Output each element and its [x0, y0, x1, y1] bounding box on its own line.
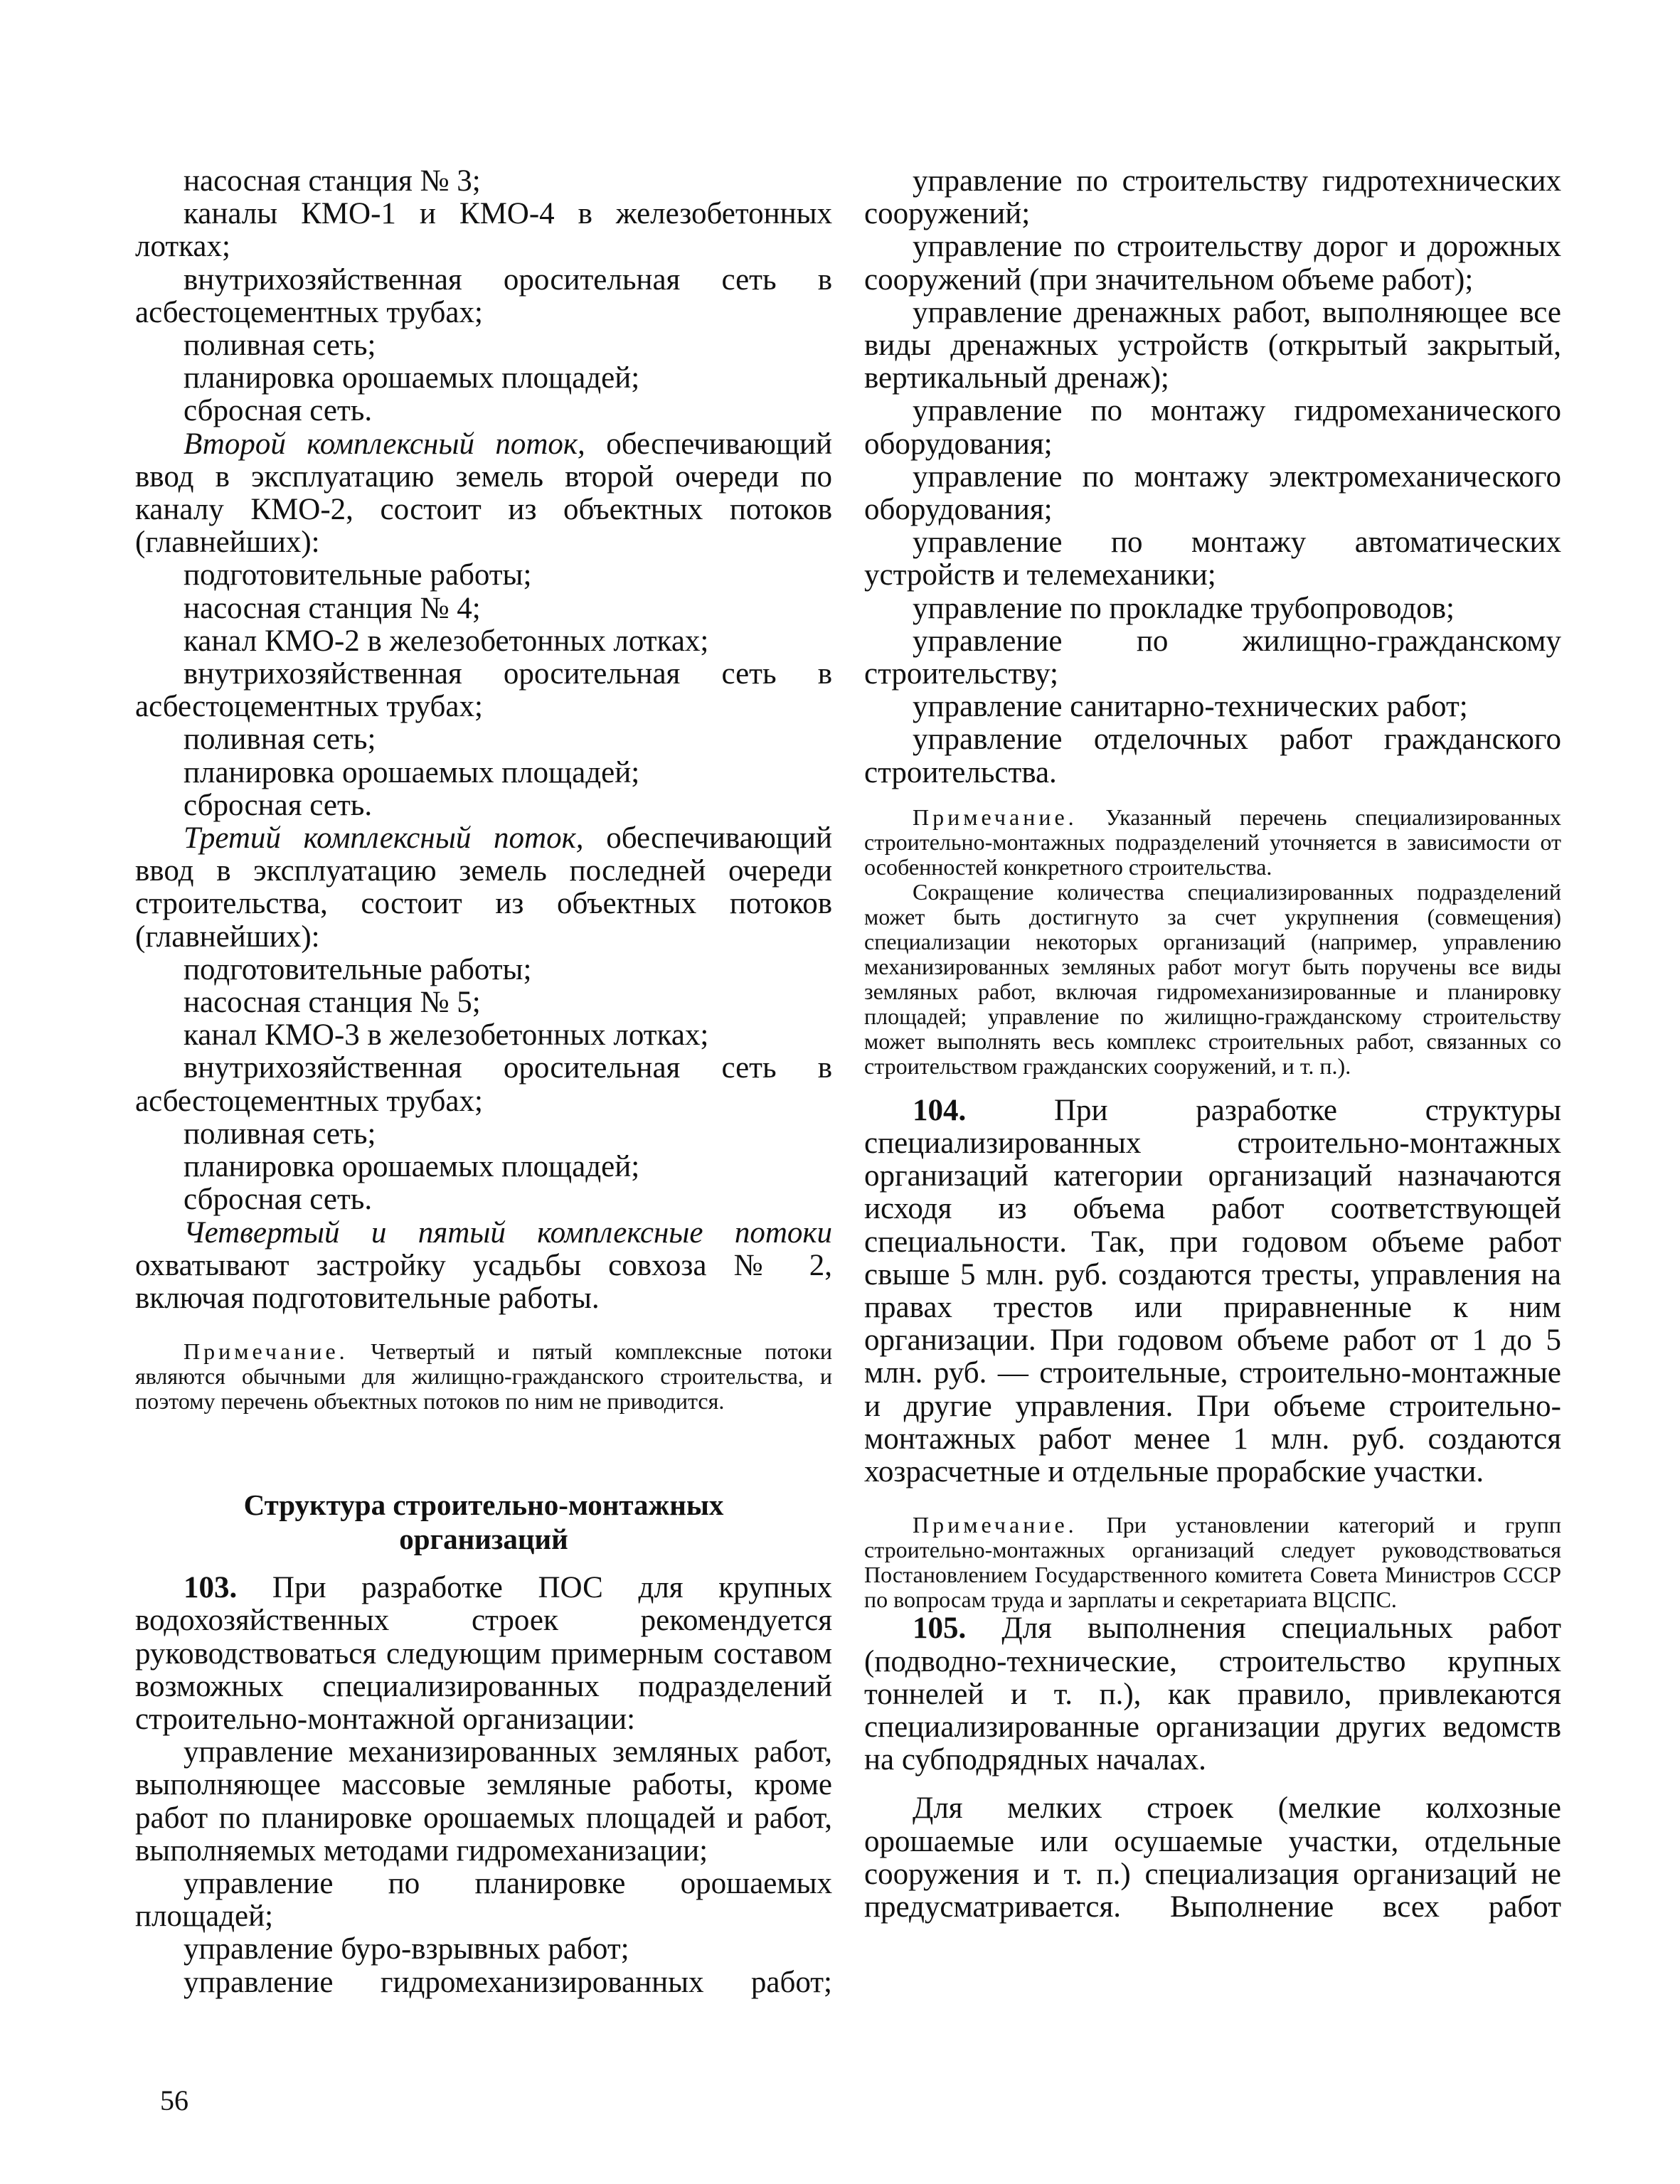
flow-3-title: Третий комплексный поток, — [184, 821, 584, 856]
list-item: подготовительные работы; — [184, 558, 532, 592]
flow-4-5-paragraph — [135, 1217, 832, 1316]
section-title — [135, 1488, 832, 1556]
list-item: внутрихозяйственная оросительная сеть в асбестоцементных трубах; — [135, 1051, 832, 1118]
paragraph-number: 104. — [913, 1093, 967, 1127]
note-text: Четвертый и пятый комплексные потоки являются обычными для жилищно-гражданского строительства, и поэтому перечень объектных потоков по ним не приводится. — [135, 1338, 832, 1415]
note-1 — [135, 1339, 832, 1414]
list-item: сбросная сеть. — [184, 788, 373, 822]
list-item: управление по планировке орошаемых площадей; — [135, 1866, 832, 1934]
list-4 — [135, 1736, 832, 1999]
note-2 — [864, 805, 1561, 880]
list-item: управление санитарно-технических работ; — [913, 690, 1468, 724]
flow-2-text: обеспечивающий ввод в эксплуатацию земель второй очереди по каналу КМО-2, состоит из объектных потоков (главнейших): — [135, 427, 833, 560]
list-item: насосная станция № 5; — [184, 986, 481, 1020]
spacer — [864, 789, 1561, 805]
list-item: внутрихозяйственная оросительная сеть в асбестоцементных трубах; — [135, 657, 832, 724]
list-item: планировка орошаемых площадей; — [184, 755, 640, 789]
note-text: Указанный перечень специализированных строительно-монтажных подразделений уточняется в зависимости от особенностей конкретного строительства. — [864, 804, 1561, 880]
list-item: управление механизированных земляных работ, выполняющее массовые земляные работы, кроме работ по планировке орошаемых площадей и работ, выполняемых методами гидромеханизации; — [135, 1735, 832, 1868]
list-item: управление гидромеханизированных работ; — [184, 1965, 832, 1999]
list-3 — [135, 954, 832, 1217]
note-label: Примечание. — [913, 804, 1078, 830]
list-item: управление дренажных работ, выполняющее все виды дренажных устройств (открытый закрытый, вертикальный дренаж); — [864, 295, 1561, 395]
section-title-line-2: организаций — [399, 1523, 568, 1556]
list-item: планировка орошаемых площадей; — [184, 1150, 640, 1184]
paragraph-105-continued: Для мелких строек (мелкие колхозные орошаемые или осушаемые участки, отдельные сооружения и т. п.) специализация организаций не предусматривается. Выполнение всех работ — [864, 1791, 1561, 1924]
paragraph-104 — [864, 1094, 1561, 1488]
spacer — [864, 1777, 1561, 1792]
note-label: Примечание. — [184, 1338, 349, 1365]
list-item: подготовительные работы; — [184, 952, 532, 986]
note-2-continued: Сокращение количества специализированных подразделений может быть достигнуто за счет укрупнения (совмещения) специализации некоторых организаций (например, управлению механизированных земляных работ могут быть поручены все виды земляных работ, включая гидромеханизированные и планировку площадей; управление по жилищно-гражданскому строительству может выполнять весь комплекс строительных работ, связанных со строительством гражданских сооружений, и т. п.). — [864, 878, 1561, 1079]
list-item: насосная станция № 4; — [184, 591, 481, 625]
left-column — [135, 165, 832, 1999]
list-2 — [135, 559, 832, 822]
spacer — [864, 1079, 1561, 1094]
list-item: планировка орошаемых площадей; — [184, 361, 640, 395]
paragraph-text: При разработке структуры специализированных строительно-монтажных организаций категории организаций назначаются исходя из объема работ соответствующей специальности. Так, при годовом объеме работ свыше 5 млн. руб. создаются тресты, управления на правах трестов или приравненные к ним организации. При годовом объеме работ от 1 до 5 млн. руб. — строительные, строительно-монтажные и другие управления. При объеме строительно-монтажных работ менее 1 млн. руб. создаются хозрасчетные и отдельные прорабские участки. — [864, 1093, 1561, 1489]
list-1 — [135, 165, 832, 428]
list-item: управление отделочных работ гражданского строительства. — [864, 723, 1561, 789]
list-item: управление буро-взрывных работ; — [184, 1932, 629, 1966]
list-5 — [864, 165, 1561, 789]
flow-3-text: обеспечивающий ввод в эксплуатацию земель последней очереди строительства, состоит из объектных потоков (главнейших): — [135, 821, 832, 954]
list-item: канал КМО-3 в железобетонных лотках; — [184, 1018, 709, 1053]
list-item: управление по прокладке трубопроводов; — [913, 591, 1455, 625]
paragraph-text: При разработке ПОС для крупных водохозяйственных строек рекомендуется руководствоваться следующим примерным составом возможных специализированных подразделений строительно-монтажной организации: — [135, 1571, 832, 1736]
right-column — [864, 165, 1561, 1924]
list-item: управление по жилищно-гражданскому строительству; — [864, 624, 1561, 691]
list-item: поливная сеть; — [184, 723, 376, 757]
list-item: управление по строительству гидротехнических сооружений; — [864, 164, 1561, 231]
flow-2-paragraph — [135, 428, 832, 560]
list-item: насосная станция № 3; — [184, 164, 481, 198]
flow-4-5-text: охватывают застройку усадьбы совхоза № 2, включая подготовительные работы. — [135, 1248, 832, 1315]
page-number: 56 — [160, 2084, 188, 2116]
list-item: управление по монтажу электромеханического оборудования; — [864, 459, 1561, 527]
spacer — [135, 1556, 832, 1572]
flow-2-title: Второй комплексный поток, — [184, 427, 585, 461]
section-title-line-1: Структура строительно-монтажных — [243, 1488, 724, 1522]
note-3 — [864, 1513, 1561, 1612]
list-item: каналы КМО-1 и КМО-4 в железобетонных лотках; — [135, 197, 832, 264]
list-item: сбросная сеть. — [184, 394, 373, 428]
list-item: сбросная сеть. — [184, 1183, 373, 1217]
paragraph-103 — [135, 1572, 832, 1736]
note-text: При установлении категорий и групп строительно-монтажных организаций следует руководствоваться Постановлением Государственного комитета Совета Министров СССР по вопросам труда и зарплаты и секретариата ВЦСПС. — [864, 1512, 1562, 1613]
paragraph-number: 105. — [913, 1612, 967, 1646]
list-item: управление по строительству дорог и дорожных сооружений (при значительном объеме работ); — [864, 230, 1561, 297]
note-label: Примечание. — [913, 1512, 1078, 1538]
paragraph-105 — [864, 1612, 1561, 1777]
list-item: внутрихозяйственная оросительная сеть в асбестоцементных трубах; — [135, 262, 832, 329]
list-item: канал КМО-2 в железобетонных лотках; — [184, 624, 709, 658]
list-item: управление по монтажу автоматических устройств и телемеханики; — [864, 526, 1561, 592]
list-item: поливная сеть; — [184, 1117, 376, 1151]
list-item: управление по монтажу гидромеханического оборудования; — [864, 394, 1561, 461]
spacer — [135, 1414, 832, 1488]
flow-4-5-title: Четвертый и пятый комплексные потоки — [184, 1215, 832, 1250]
paragraph-number: 103. — [184, 1571, 238, 1605]
list-item: поливная сеть; — [184, 329, 376, 363]
flow-3-paragraph — [135, 822, 832, 954]
spacer — [864, 1488, 1561, 1513]
paragraph-text: Для выполнения специальных работ (подводно-технические, строительство крупных тоннелей и т. п.), как правило, привлекаются специализированные организации других ведомств на субподрядных началах. — [864, 1612, 1561, 1777]
spacer — [135, 1315, 832, 1339]
